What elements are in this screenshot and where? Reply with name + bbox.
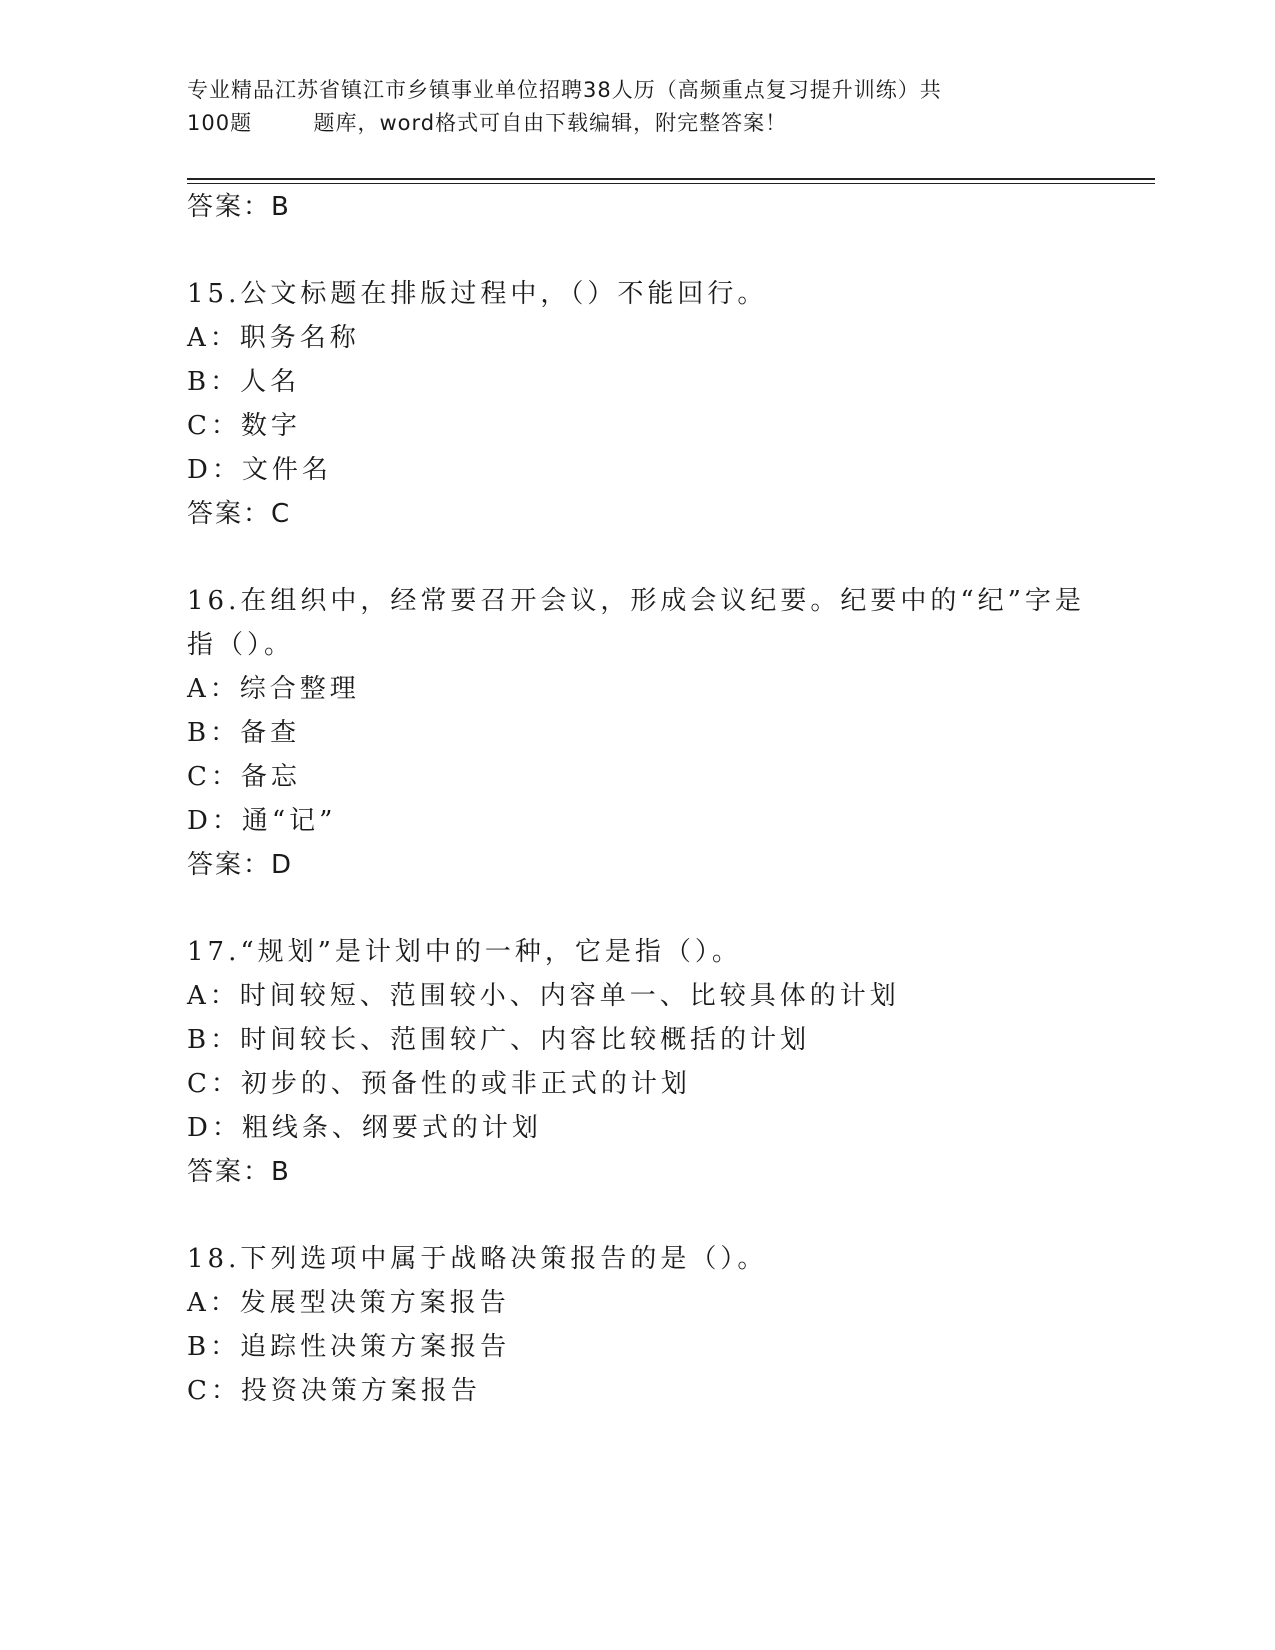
question-18-option-a: A：发展型决策方案报告 bbox=[187, 1288, 510, 1318]
question-15-option-c: C：数字 bbox=[187, 411, 301, 441]
question-16-answer: 答案：D bbox=[187, 850, 294, 880]
question-15-stem: 15.公文标题在排版过程中，（）不能回行。 bbox=[187, 279, 768, 309]
question-16-stem-line-2: 指（）。 bbox=[187, 630, 295, 660]
question-15-answer: 答案：C bbox=[187, 499, 292, 529]
question-15-option-b: B：人名 bbox=[187, 367, 301, 397]
header-divider-thick bbox=[187, 178, 1155, 180]
question-17-option-b: B：时间较长、范围较广、内容比较概括的计划 bbox=[187, 1025, 811, 1055]
question-17-option-a: A：时间较短、范围较小、内容单一、比较具体的计划 bbox=[187, 981, 900, 1011]
question-16-option-d: D：通“记” bbox=[187, 806, 337, 836]
question-16-option-b: B：备查 bbox=[187, 718, 301, 748]
question-17-answer: 答案：B bbox=[187, 1157, 291, 1187]
question-17-option-c: C：初步的、预备性的或非正式的计划 bbox=[187, 1069, 691, 1099]
header-title-line-2: 100题 题库，word格式可自由下载编辑，附完整答案！ bbox=[187, 111, 788, 135]
question-18-stem: 18.下列选项中属于战略决策报告的是（）。 bbox=[187, 1244, 768, 1274]
question-15-option-a: A：职务名称 bbox=[187, 323, 360, 353]
header-divider-thin bbox=[187, 183, 1155, 184]
header-title-line-1: 专业精品江苏省镇江市乡镇事业单位招聘38人历（高频重点复习提升训练）共 bbox=[187, 78, 942, 102]
question-18-option-c: C：投资决策方案报告 bbox=[187, 1376, 481, 1406]
question-17-stem: 17.“规划”是计划中的一种，它是指（）。 bbox=[187, 937, 742, 967]
previous-answer: 答案：B bbox=[187, 192, 291, 222]
question-16-option-c: C：备忘 bbox=[187, 762, 301, 792]
question-18-option-b: B：追踪性决策方案报告 bbox=[187, 1332, 511, 1362]
question-16-stem-line-1: 16.在组织中，经常要召开会议，形成会议纪要。纪要中的“纪”字是 bbox=[187, 586, 1085, 616]
document-header bbox=[187, 74, 1087, 140]
question-17-option-d: D：粗线条、纲要式的计划 bbox=[187, 1113, 542, 1143]
question-16-option-a: A：综合整理 bbox=[187, 674, 360, 704]
question-15-option-d: D：文件名 bbox=[187, 455, 332, 485]
